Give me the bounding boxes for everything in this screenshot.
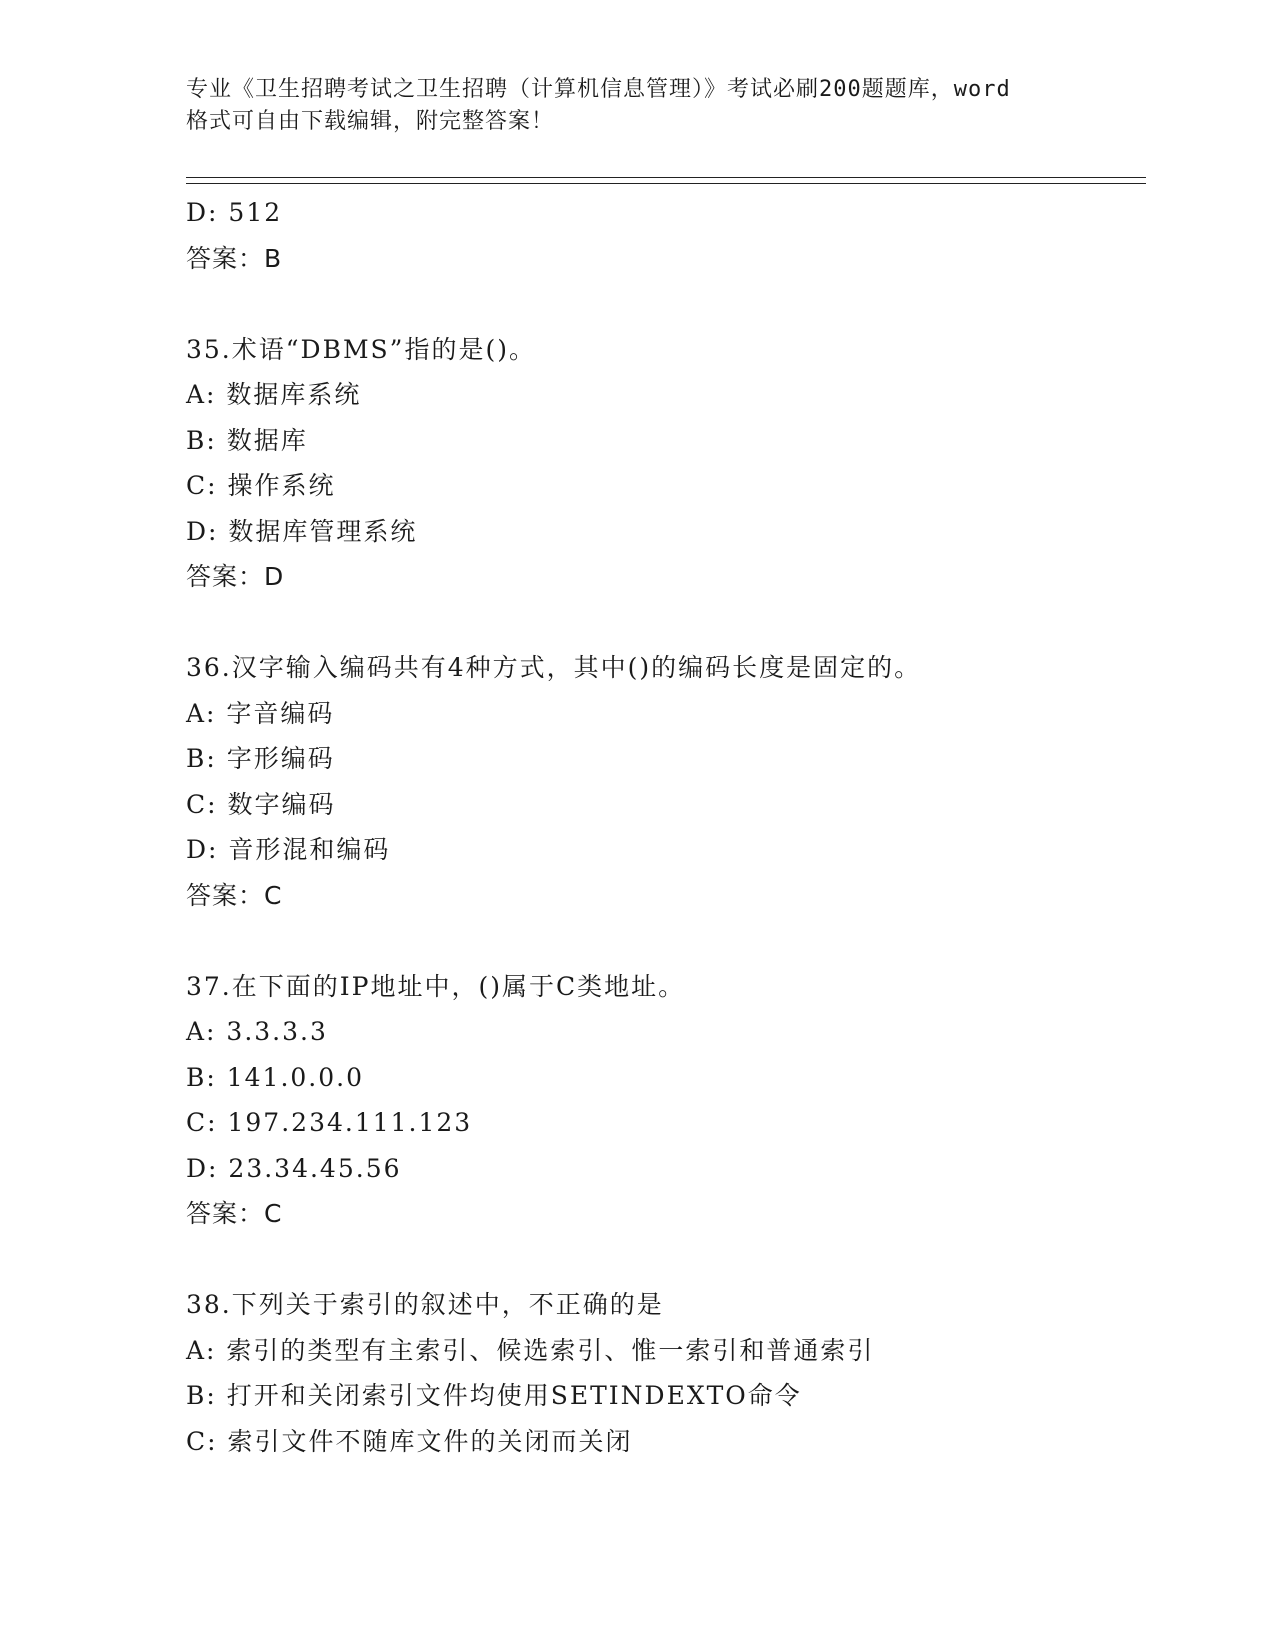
prev-answer: 答案：B <box>186 243 283 273</box>
option-b: B: 141.0.0.0 <box>186 1062 365 1092</box>
spacer <box>186 600 1146 645</box>
question-36 <box>186 645 1146 919</box>
question-38 <box>186 1282 1146 1464</box>
option-a: A: 索引的类型有主索引、候选索引、惟一索引和普通索引 <box>186 1335 875 1365</box>
question-text: 35.术语“DBMS”指的是()。 <box>186 334 536 364</box>
answer: 答案：C <box>186 880 283 910</box>
prev-option-d: D: 512 <box>186 198 283 227</box>
header-divider-top <box>186 177 1146 178</box>
option-c: C: 数字编码 <box>186 789 336 819</box>
question-37 <box>186 964 1146 1238</box>
question-list <box>186 190 1146 1464</box>
option-a: A: 数据库系统 <box>186 380 362 409</box>
spacer <box>186 1237 1146 1282</box>
answer: 答案：D <box>186 562 285 591</box>
header-line-2: 格式可自由下载编辑，附完整答案！ <box>186 109 555 134</box>
spacer <box>186 282 1146 327</box>
option-d: D: 音形混和编码 <box>186 835 391 864</box>
option-a: A: 字音编码 <box>186 698 335 728</box>
option-b: B: 数据库 <box>186 425 308 455</box>
document-header <box>186 74 1086 138</box>
answer: 答案：C <box>186 1199 283 1228</box>
question-text: 38.下列关于索引的叙述中，不正确的是 <box>186 1290 664 1319</box>
option-c: C: 197.234.111.123 <box>186 1108 473 1137</box>
header-divider-bottom <box>186 183 1146 184</box>
option-a: A: 3.3.3.3 <box>186 1017 328 1046</box>
question-text: 37.在下面的IP地址中，()属于C类地址。 <box>186 971 686 1001</box>
question-35 <box>186 327 1146 601</box>
question-text: 36.汉字输入编码共有4种方式，其中()的编码长度是固定的。 <box>186 653 922 682</box>
option-c: C: 操作系统 <box>186 471 336 500</box>
option-d: D: 23.34.45.56 <box>186 1153 402 1183</box>
spacer <box>186 919 1146 964</box>
option-b: B: 字形编码 <box>186 744 335 773</box>
option-c: C: 索引文件不随库文件的关闭而关闭 <box>186 1426 633 1456</box>
header-line-1: 专业《卫生招聘考试之卫生招聘（计算机信息管理）》考试必刷200题题库，word <box>186 77 1011 102</box>
option-d: D: 数据库管理系统 <box>186 516 418 546</box>
option-b: B: 打开和关闭索引文件均使用SETINDEXTO命令 <box>186 1381 802 1410</box>
